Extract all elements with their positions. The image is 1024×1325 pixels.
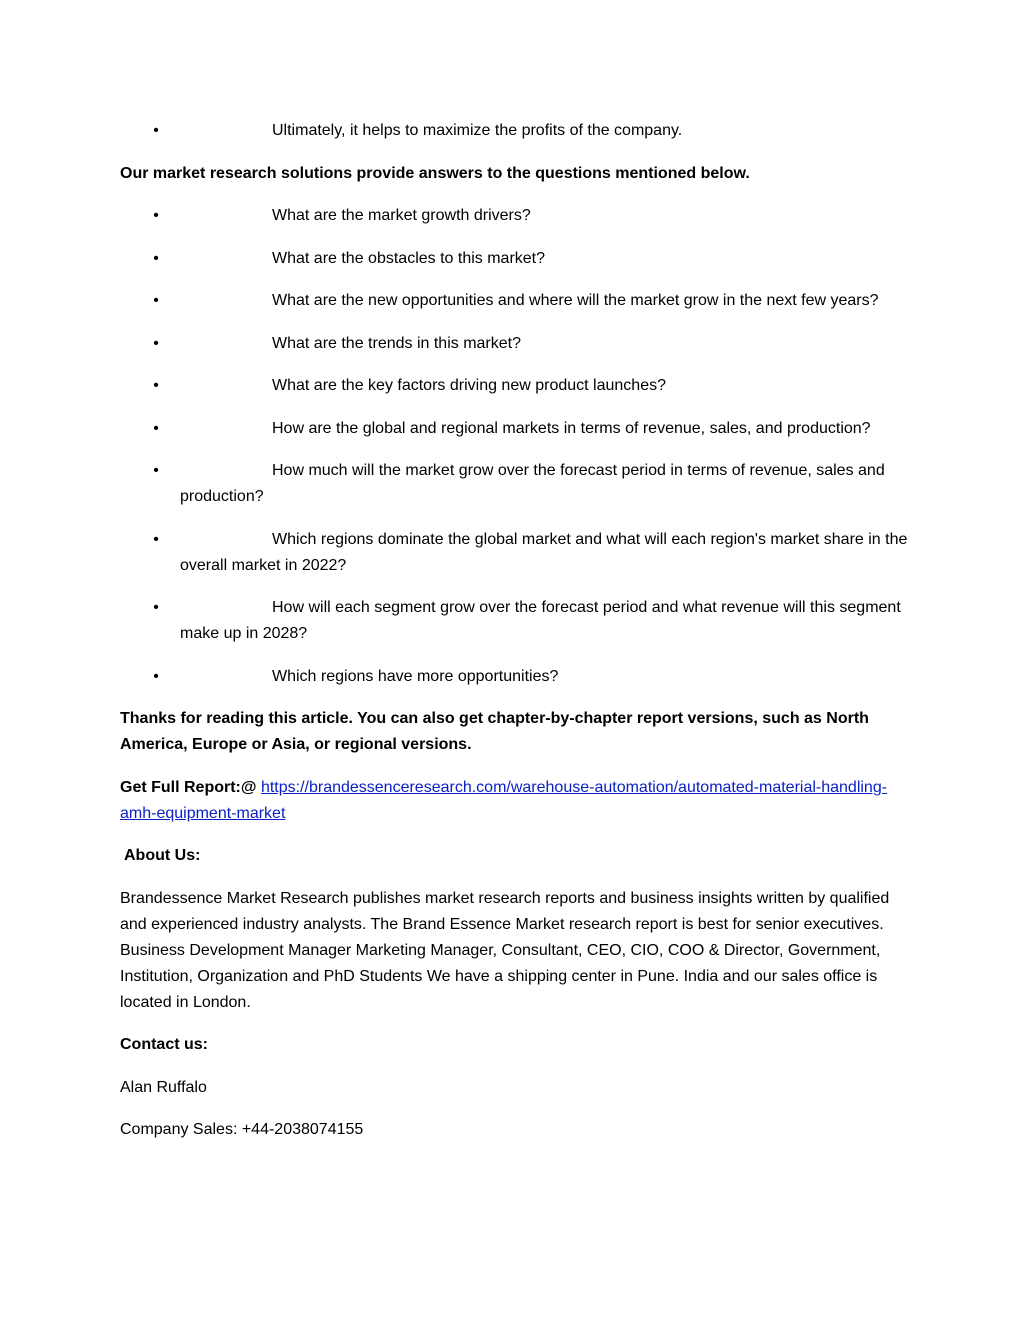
bullet-icon: • xyxy=(153,419,159,437)
full-report-paragraph xyxy=(120,775,910,827)
bullet-icon: • xyxy=(153,462,159,479)
bullet-text: What are the trends in this market? xyxy=(272,334,521,352)
bullet-icon: • xyxy=(153,599,159,616)
bullet-text: What are the new opportunities and where will the market grow in the next few years? xyxy=(272,292,879,309)
bullet-text: How are the global and regional markets in terms of revenue, sales, and production? xyxy=(272,419,871,437)
bullet-text: Which regions have more opportunities? xyxy=(272,667,559,685)
list-item xyxy=(120,246,910,272)
full-report-label: Get Full Report:@ xyxy=(120,778,257,796)
bullet-icon: • xyxy=(153,667,159,685)
bullet-icon: • xyxy=(153,292,159,309)
bullet-icon: • xyxy=(153,377,159,394)
bullet-text: How will each segment grow over the forecast period and what revenue will this segment make up in 2028? xyxy=(180,599,901,642)
list-item xyxy=(120,118,910,144)
list-item xyxy=(120,331,910,357)
bullet-text: What are the key factors driving new product launches? xyxy=(272,377,666,394)
list-item xyxy=(120,288,910,314)
bullet-text: Ultimately, it helps to maximize the profits of the company. xyxy=(272,122,683,139)
bullet-icon: • xyxy=(153,249,159,267)
bullet-text: What are the market growth drivers? xyxy=(272,207,531,224)
questions-intro: Our market research solutions provide answers to the questions mentioned below. xyxy=(120,164,750,182)
document-page xyxy=(120,118,910,1160)
bullet-icon: • xyxy=(153,122,159,139)
bullet-icon: • xyxy=(153,207,159,224)
full-report-link[interactable]: https://brandessenceresearch.com/warehouse-automation/automated-material-handling-amh-equipment-market xyxy=(120,778,888,822)
about-heading: About Us: xyxy=(124,847,201,864)
list-item xyxy=(120,373,910,399)
list-item xyxy=(120,527,910,579)
bullet-text: Which regions dominate the global market and what will each region's market share in the overall market in 2022? xyxy=(180,530,908,574)
about-body: Brandessence Market Research publishes market research reports and business insights written by qualified and experienced industry analysts. The Brand Essence Market research report is best for senior executives. Business Development Manager Marketing Manager, Consultant, CEO, CIO, COO & Director, Government, Institution, Organization and PhD Students We have a shipping center in Pune. India and our sales office is located in London. xyxy=(120,889,890,1011)
bullet-icon: • xyxy=(153,334,159,352)
list-item xyxy=(120,203,910,229)
list-item xyxy=(120,595,910,647)
contact-phone: Company Sales: +44-2038074155 xyxy=(120,1121,364,1138)
bullet-icon: • xyxy=(153,530,159,548)
contact-heading: Contact us: xyxy=(120,1036,208,1053)
list-item xyxy=(120,458,910,510)
list-item xyxy=(120,416,910,442)
thanks-paragraph: Thanks for reading this article. You can also get chapter-by-chapter report versions, such as North America, Europe or Asia, or regional versions. xyxy=(120,710,869,753)
list-item xyxy=(120,664,910,690)
contact-name: Alan Ruffalo xyxy=(120,1078,207,1096)
bullet-text: What are the obstacles to this market? xyxy=(272,249,546,267)
bullet-text: How much will the market grow over the forecast period in terms of revenue, sales and production? xyxy=(180,462,885,505)
